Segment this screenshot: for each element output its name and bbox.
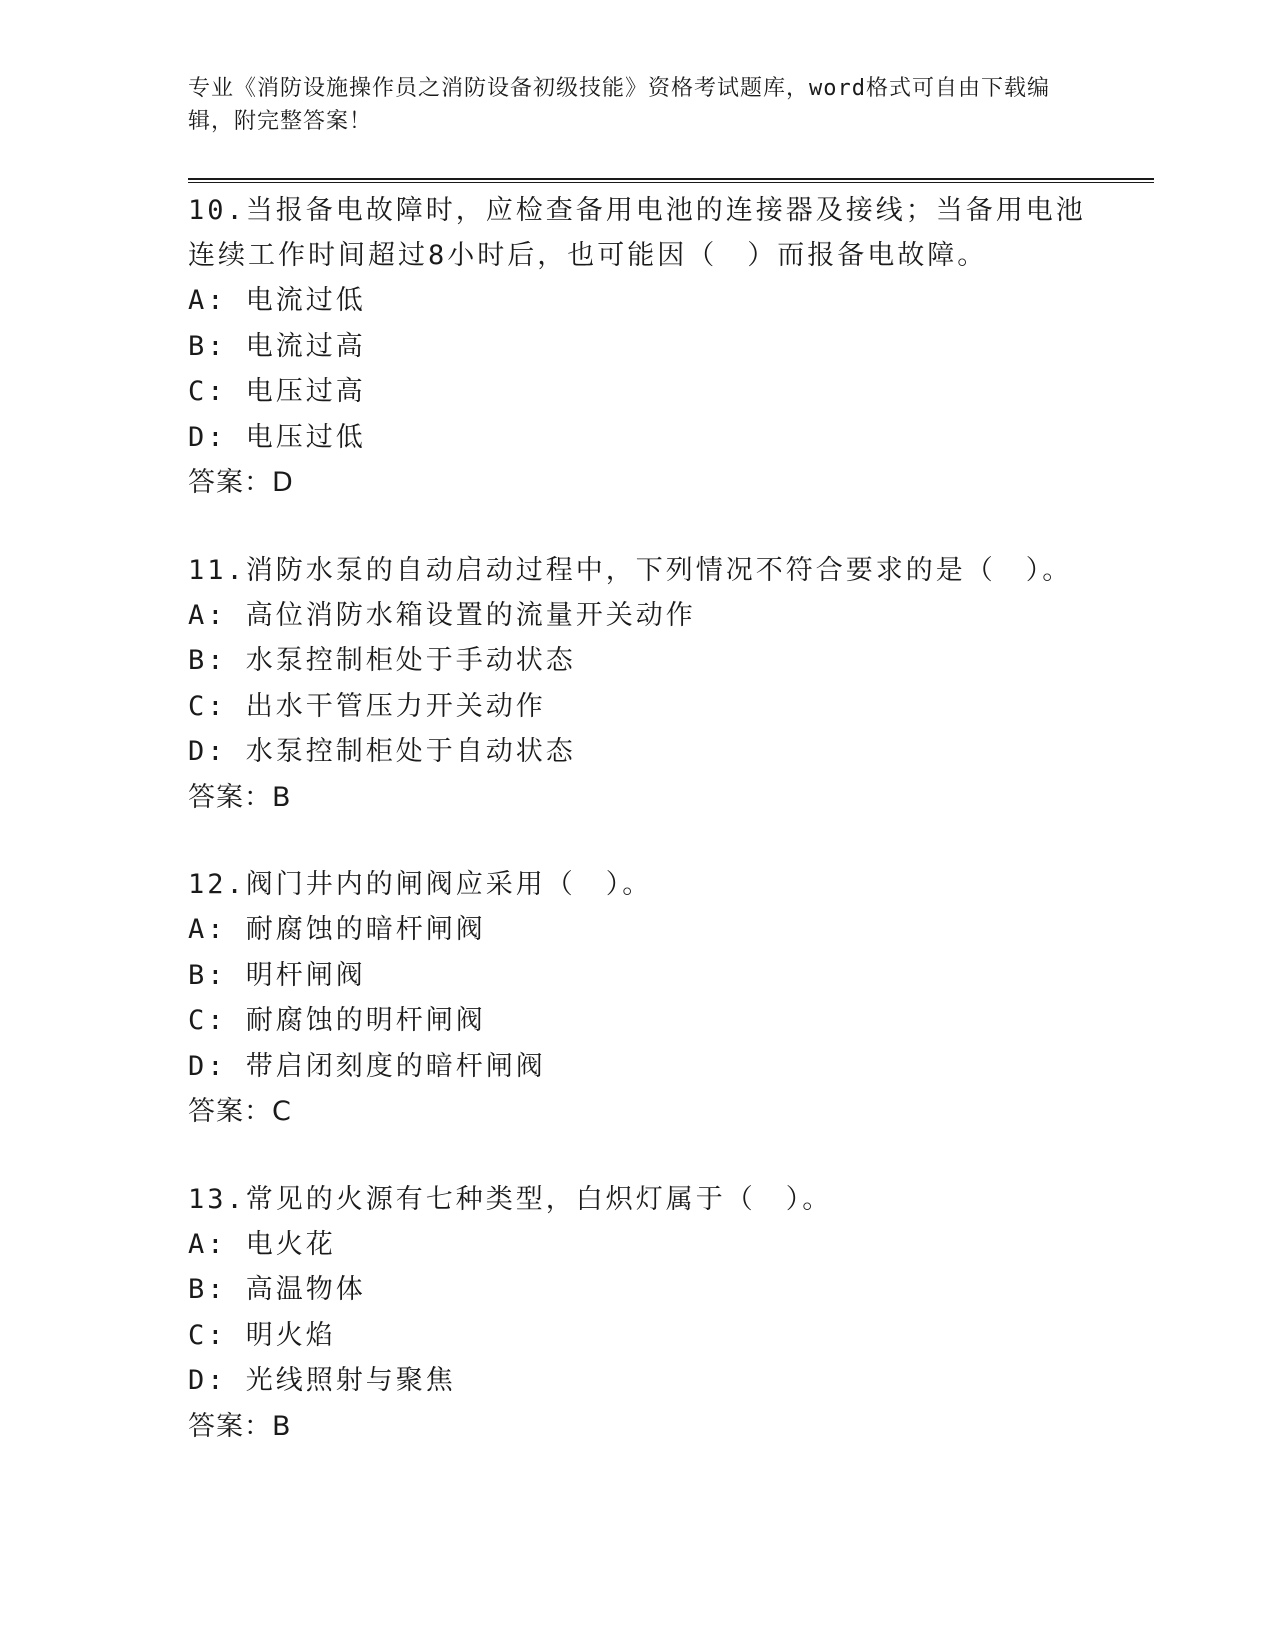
- question-list: [188, 188, 1088, 1491]
- document-header: 专业《消防设施操作员之消防设备初级技能》资格考试题库，word格式可自由下载编辑，附完整答案！: [188, 76, 1050, 134]
- question-item: [188, 548, 1088, 821]
- question-stem: 12.阀门井内的闸阀应采用（ ）。: [188, 869, 653, 900]
- option-a: A: 电流过低: [188, 285, 366, 316]
- option-b: B: 水泵控制柜处于手动状态: [188, 645, 576, 676]
- question-item: [188, 1177, 1088, 1450]
- option-c: C: 耐腐蚀的明杆闸阀: [188, 1005, 486, 1036]
- option-a: A: 耐腐蚀的暗杆闸阀: [188, 914, 486, 945]
- option-a: A: 电火花: [188, 1228, 336, 1260]
- option-d: D: 带启闭刻度的暗杆闸阀: [188, 1050, 546, 1082]
- answer-line: 答案：B: [188, 1410, 292, 1442]
- option-d: D: 水泵控制柜处于自动状态: [188, 736, 576, 767]
- question-stem: 11.消防水泵的自动启动过程中，下列情况不符合要求的是（ ）。: [188, 554, 1073, 586]
- question-item: [188, 862, 1088, 1135]
- answer-line: 答案：C: [188, 1096, 292, 1127]
- option-b: B: 高温物体: [188, 1274, 366, 1305]
- option-b: B: 电流过高: [188, 330, 366, 362]
- question-item: [188, 188, 1088, 506]
- question-stem: 13.常见的火源有七种类型，白炽灯属于（ ）。: [188, 1183, 833, 1215]
- option-c: C: 电压过高: [188, 376, 366, 407]
- option-c: C: 明火焰: [188, 1319, 336, 1351]
- option-d: D: 电压过低: [188, 421, 366, 453]
- header-divider: [188, 178, 1154, 183]
- option-b: B: 明杆闸阀: [188, 959, 366, 991]
- option-c: C: 出水干管压力开关动作: [188, 690, 546, 722]
- option-a: A: 高位消防水箱设置的流量开关动作: [188, 599, 696, 631]
- question-stem: 10.当报备电故障时，应检查备用电池的连接器及接线；当备用电池连续工作时间超过8小时后，也可能因（ ）而报备电故障。: [188, 195, 1086, 271]
- option-d: D: 光线照射与聚焦: [188, 1365, 456, 1396]
- answer-line: 答案：D: [188, 467, 294, 498]
- answer-line: 答案：B: [188, 781, 292, 813]
